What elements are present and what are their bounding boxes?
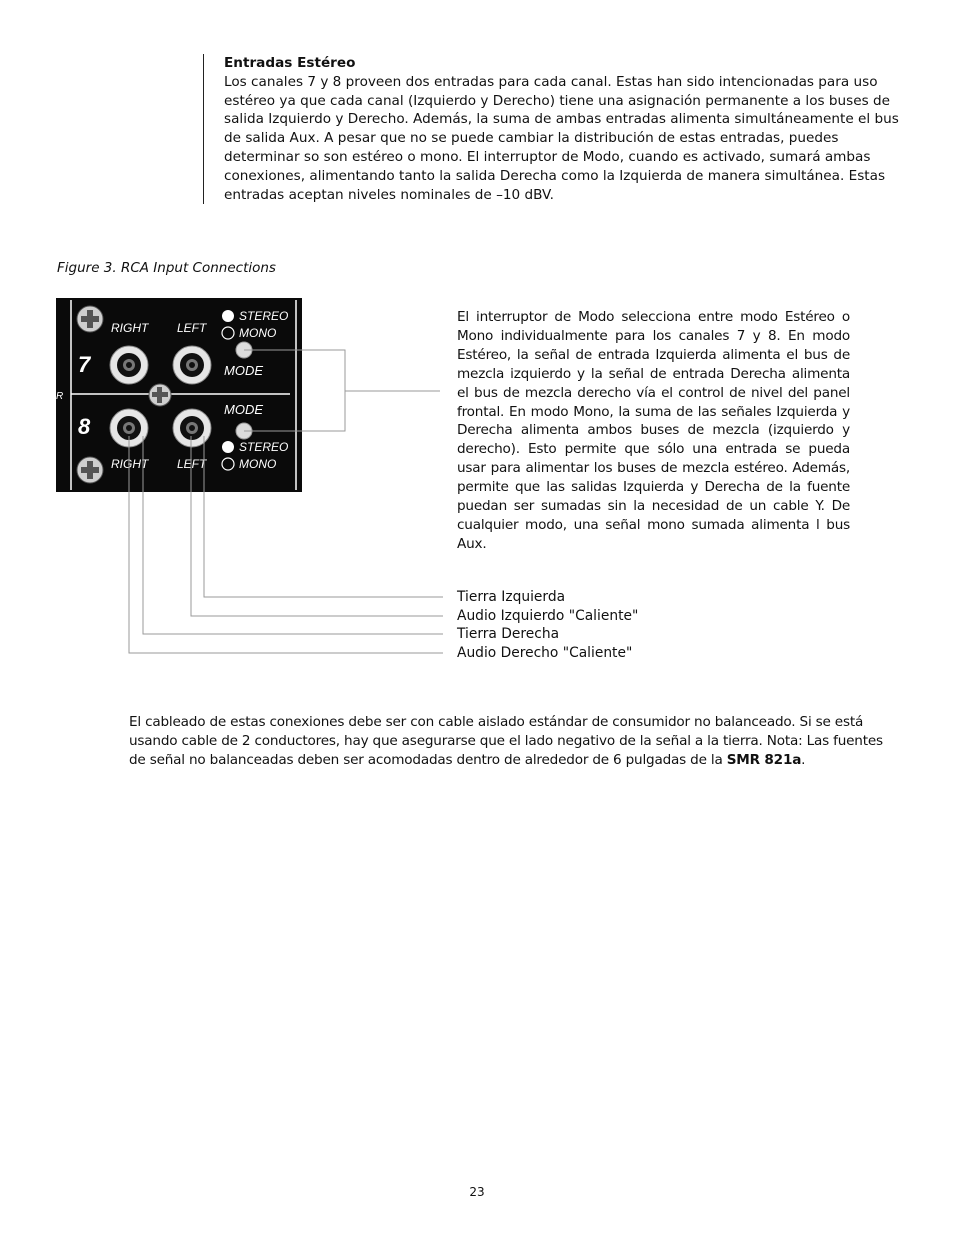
ch8-left-label: LEFT	[177, 457, 207, 471]
ch8-right-label: RIGHT	[111, 457, 149, 471]
screw-bottom-icon	[77, 457, 103, 483]
section-body: Los canales 7 y 8 proveen dos entradas para cada canal. Estas han sido intencionadas para uso estéreo ya que cada canal (Izquierdo y Derecho) tiene una asignación permanente a los buses de salida Izquierdo y Derecho. Además, la suma de ambas entradas alimenta simultáneamente el bus de salida Aux. A pesar que no se puede cambiar la distribución de estas entradas, puedes determinar so son estéreo o mono. El interruptor de Modo, cuando es activado, sumará ambas conexiones, alimentando tanto la salida Derecha como la Izquierda de manera simultánea. Estas entradas aceptan niveles nominales de –10 dBV.	[224, 73, 899, 203]
ch8-mono-label: MONO	[239, 457, 277, 471]
figure-caption: Figure 3. RCA Input Connections	[57, 260, 276, 276]
panel-edge-letter: R	[56, 391, 64, 402]
ch7-right-label: RIGHT	[111, 321, 149, 335]
mode-switch-description: El interruptor de Modo selecciona entre modo Estéreo o Mono individualmente para los canales 7 y 8. En modo Estéreo, la señal de entrada Izquierda alimenta el bus de mezcla izquierdo y la señal de entrada Derecha alimenta el bus de mezcla derecho vía el control de nivel del panel frontal. En modo Mono, la suma de las señales Izquierda y Derecha alimenta ambos buses de mezcla (izquierdo y derecho). Esto permite que sólo una entrada se pueda usar para alimentar los buses de mezcla estéreo. Además, permite que las salidas Izquierda y Derecha de la fuente puedan ser sumadas sin la necesidad de un cable Y. De cualquier modo, una señal mono sumada alimenta l bus Aux.	[457, 309, 850, 552]
callout-right-hot: Audio Derecho "Caliente"	[457, 645, 633, 662]
ch7-right-rca-jack[interactable]	[110, 346, 148, 384]
ch7-stereo-label: STEREO	[239, 309, 289, 323]
ch7-stereo-indicator-icon	[222, 310, 234, 322]
channel-7-label: 7	[78, 352, 91, 377]
ch8-stereo-indicator-icon	[222, 441, 234, 453]
section-heading: Entradas Estéreo	[224, 55, 356, 71]
wiring-note	[129, 713, 889, 770]
wiring-note-end: .	[801, 751, 806, 768]
screw-middle-icon	[149, 384, 171, 406]
ch7-left-label: LEFT	[177, 321, 207, 335]
ch8-left-rca-jack[interactable]	[173, 409, 211, 447]
ch7-left-rca-jack[interactable]	[173, 346, 211, 384]
model-name: SMR 821a	[726, 751, 802, 768]
ch7-mono-label: MONO	[239, 326, 277, 340]
ch8-stereo-label: STEREO	[239, 440, 289, 454]
terminal-labels	[457, 588, 638, 663]
ch8-mode-label: MODE	[224, 402, 263, 417]
callout-right-ground: Tierra Derecha	[457, 626, 560, 643]
callout-left-ground: Tierra Izquierda	[457, 589, 566, 605]
screw-top-icon	[77, 306, 103, 332]
callout-left-hot: Audio Izquierdo "Caliente"	[457, 607, 639, 624]
channel-8-label: 8	[78, 414, 91, 439]
ch7-mode-label: MODE	[224, 363, 263, 378]
page-number: 23	[469, 1185, 485, 1199]
wiring-note-text: El cableado de estas conexiones debe ser con cable aislado estándar de consumidor no balanceado. Si se está usando cable de 2 conductores, hay que asegurarse que el lado negativo de la señal a la tierra. Nota: Las fuentes de señal no balanceadas deben ser acomodadas dentro de alrededor de 6 pulgadas de la	[129, 714, 883, 768]
